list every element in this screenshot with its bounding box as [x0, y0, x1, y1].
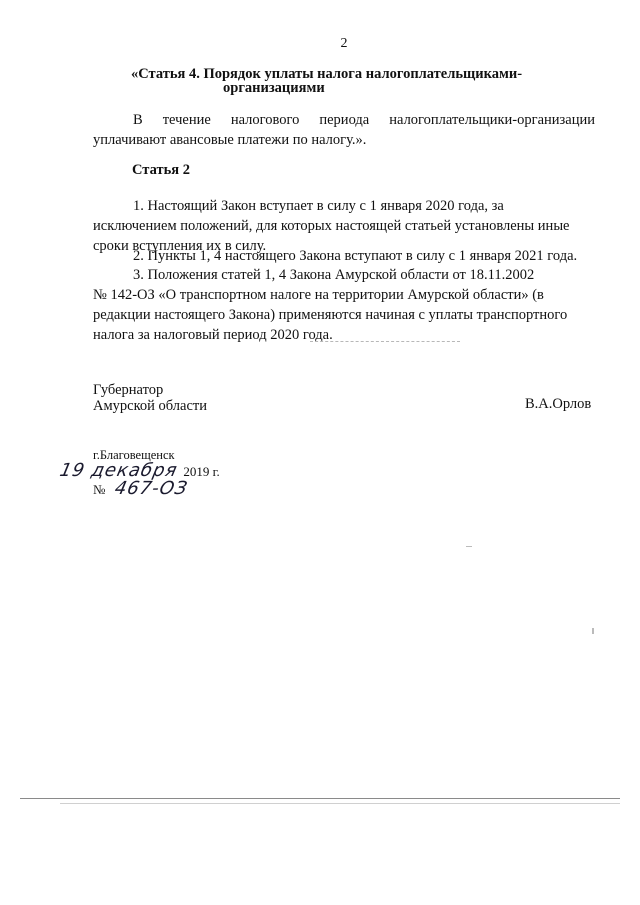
handwritten-date: 19 декабря: [57, 460, 180, 481]
article2-item3: [93, 265, 595, 345]
scan-dash-artifact: [310, 341, 460, 343]
article4-paragraph: [93, 110, 595, 150]
article2-item1-line2: исключением положений, для которых настоящей статьей установлены иные: [93, 218, 570, 234]
word: течение: [162, 112, 211, 128]
page-number: 2: [340, 36, 348, 51]
article4-paragraph-line1: [93, 110, 595, 130]
word: налогоплательщики-организации: [389, 112, 595, 128]
article4-heading-line1: «Статья 4. Порядок уплаты налога налогоплательщиками-: [131, 66, 523, 82]
article4-heading: [131, 67, 561, 95]
word: В: [133, 112, 143, 128]
scan-speck: [466, 546, 472, 547]
place-of-signing: г.Благовещенск: [93, 448, 175, 462]
article2-item1-line3: сроки вступления их в силу.: [93, 238, 267, 254]
article2-item3-line3: редакции настоящего Закона) применяются начиная с уплаты транспортного: [93, 307, 568, 323]
date-year: 2019 г.: [183, 464, 220, 479]
article2-item3-line4: налога за налоговый период 2020 года.: [93, 327, 333, 343]
scan-speck: [592, 628, 594, 634]
handwritten-law-number: 467-ОЗ: [113, 478, 191, 499]
article4-paragraph-line2: уплачивают авансовые платежи по налогу.».: [93, 132, 367, 148]
word: налогового: [230, 112, 300, 128]
signatory-name: В.А.Орлов: [525, 396, 592, 412]
article4-heading-line2: организациями: [223, 80, 325, 96]
article2-item1-line1: 1. Настоящий Закон вступает в силу с 1 января 2020 года, за: [133, 198, 504, 214]
word: периода: [319, 112, 370, 128]
signatory-position-line1: Губернатор: [93, 382, 164, 398]
article2-item3-line2: № 142-ОЗ «О транспортном налоге на территории Амурской области» (в: [93, 287, 544, 303]
article2-item2-line: 2. Пункты 1, 4 настоящего Закона вступают в силу с 1 января 2021 года.: [133, 248, 578, 264]
article2-item3-line1: 3. Положения статей 1, 4 Закона Амурской области от 18.11.2002: [133, 267, 535, 283]
number-sign: №: [93, 482, 106, 497]
scan-edge-line: [20, 798, 620, 799]
article2-heading: Статья 2: [132, 162, 190, 178]
signatory-position-line2: Амурской области: [93, 398, 207, 414]
scan-edge-line: [60, 803, 620, 804]
signatory-position: [93, 382, 207, 414]
article2-item2: [93, 246, 595, 266]
law-number: [93, 478, 191, 499]
